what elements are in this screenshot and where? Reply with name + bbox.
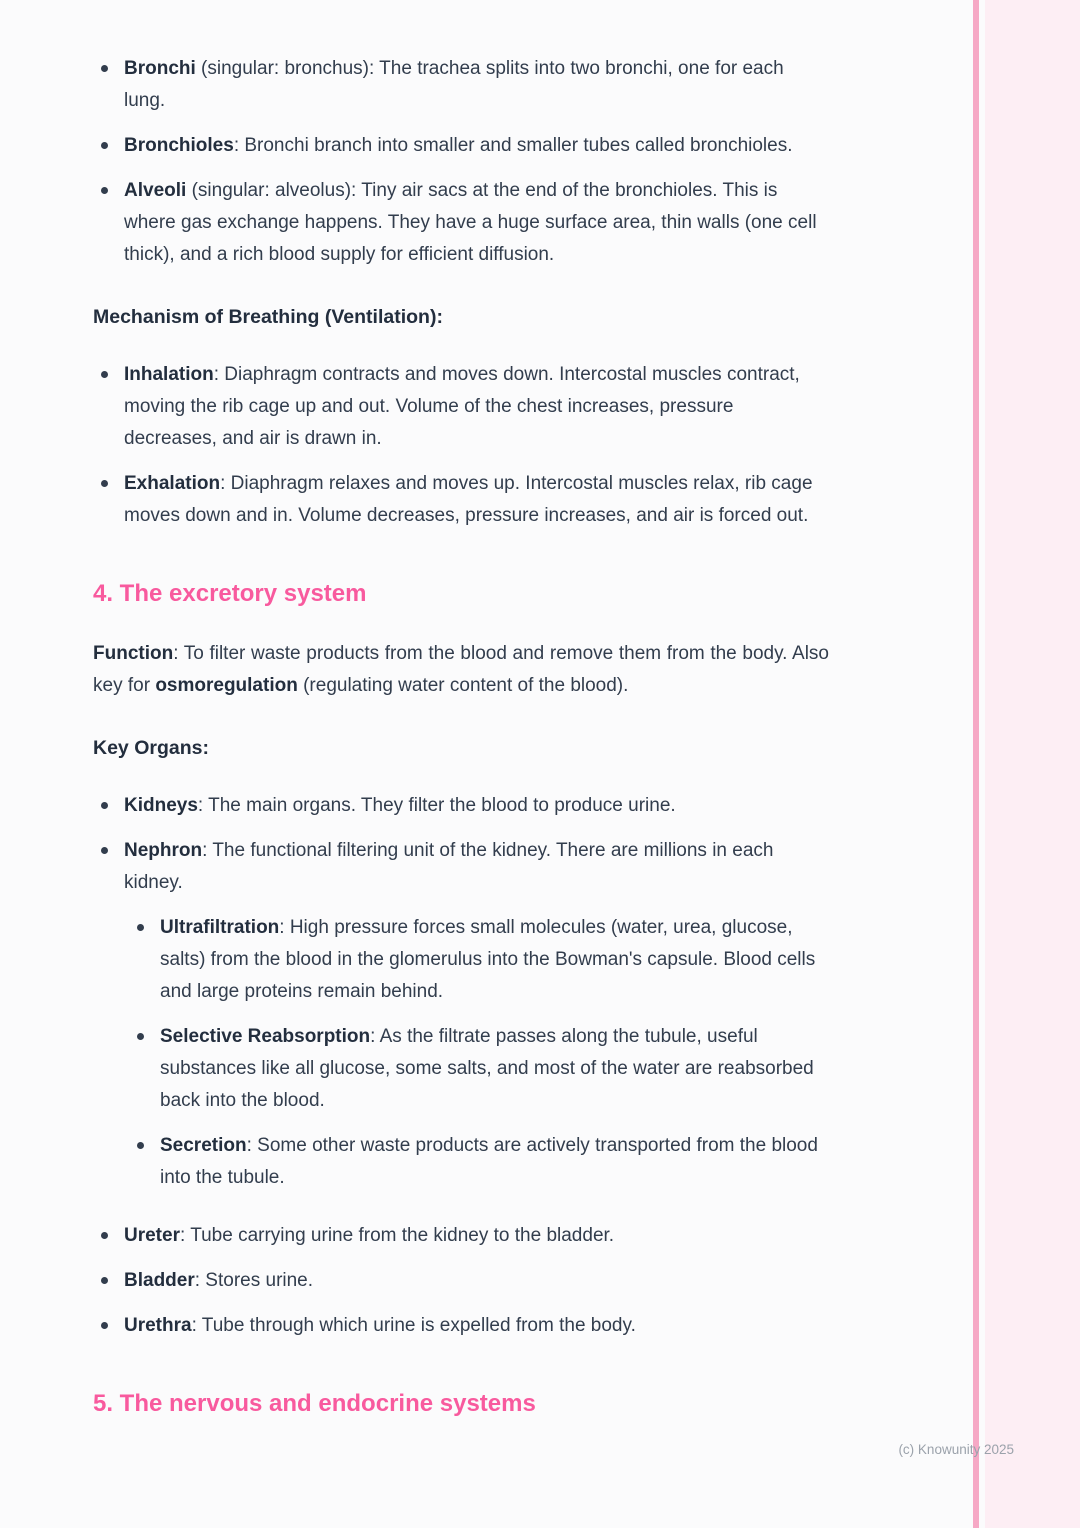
bullet-icon	[137, 1142, 144, 1149]
list-item-text	[124, 1265, 829, 1297]
list-item-text	[124, 53, 829, 117]
list-item-kidneys	[93, 790, 829, 822]
term-bronchi: Bronchi	[124, 58, 196, 79]
nephron-processes-list	[129, 912, 829, 1194]
bullet-icon	[101, 1322, 108, 1329]
bullet-icon	[101, 1277, 108, 1284]
term-secretion: Secretion	[160, 1135, 247, 1156]
list-item-bronchioles	[93, 130, 829, 162]
list-item-text	[124, 359, 829, 455]
bullet-icon	[101, 65, 108, 72]
list-item-ureter	[93, 1220, 829, 1252]
osmoregulation-term: osmoregulation	[155, 675, 298, 696]
list-item-text	[124, 790, 829, 822]
bullet-icon	[101, 187, 108, 194]
list-item-text	[124, 1220, 829, 1252]
term-selective-reabsorption: Selective Reabsorption	[160, 1026, 371, 1047]
bullet-icon	[101, 802, 108, 809]
term-ultrafiltration: Ultrafiltration	[160, 917, 280, 938]
term-alveoli: Alveoli	[124, 180, 187, 201]
term-urethra: Urethra	[124, 1315, 192, 1336]
definition-text: : Tube through which urine is expelled from the body.	[191, 1315, 636, 1336]
respiratory-structures-list	[93, 53, 829, 271]
bullet-icon	[101, 142, 108, 149]
term-kidneys: Kidneys	[124, 795, 198, 816]
bullet-icon	[101, 847, 108, 854]
list-item-text	[124, 175, 829, 271]
list-item-text	[124, 1310, 829, 1342]
term-bladder: Bladder	[124, 1270, 195, 1291]
definition-text: : Stores urine.	[194, 1270, 314, 1291]
definition-text: : Diaphragm contracts and moves down. Intercostal muscles contract, moving the rib cage up and out. Volume of the chest increases, pressure decreases, and air is drawn in.	[124, 364, 800, 449]
key-organs-list	[93, 790, 829, 1342]
watermark: (c) Knowunity 2025	[898, 1442, 1014, 1457]
list-item-exhalation	[93, 468, 829, 532]
definition-text: (singular: alveolus): Tiny air sacs at the end of the bronchioles. This is where gas exchange happens. They have a huge surface area, thin walls (one cell thick), and a rich blood supply for efficient diffusion.	[124, 180, 817, 265]
term-exhalation: Exhalation	[124, 473, 221, 494]
list-item-inhalation	[93, 359, 829, 455]
definition-text: : As the filtrate passes along the tubule, useful substances like all glucose, some salts, and most of the water are reabsorbed back into the blood.	[160, 1026, 814, 1111]
list-item-bronchi	[93, 53, 829, 117]
breathing-mechanism-heading: Mechanism of Breathing (Ventilation):	[93, 306, 443, 328]
term-ureter: Ureter	[124, 1225, 180, 1246]
list-item-bladder	[93, 1265, 829, 1297]
excretory-function-paragraph	[93, 638, 829, 702]
definition-text: : Diaphragm relaxes and moves up. Intercostal muscles relax, rib cage moves down and in. Volume decreases, pressure increases, and air is forced out.	[124, 473, 813, 526]
list-item-nephron	[93, 835, 829, 1207]
list-item-text	[160, 1130, 829, 1194]
function-text: : To filter waste products from the blood and remove them from the body. Also key for	[93, 643, 829, 696]
definition-text: : The main organs. They filter the blood to produce urine.	[197, 795, 676, 816]
list-item-text	[160, 1021, 829, 1117]
list-item-selective-reabsorption	[129, 1021, 829, 1117]
term-nephron: Nephron	[124, 840, 203, 861]
definition-text: : Tube carrying urine from the kidney to the bladder.	[179, 1225, 615, 1246]
definition-text: : High pressure forces small molecules (water, urea, glucose, salts) from the blood in the glomerulus into the Bowman's capsule. Blood cells and large proteins remain behind.	[160, 917, 816, 1002]
list-item-text	[124, 130, 829, 162]
definition-text: : The functional filtering unit of the kidney. There are millions in each kidney.	[124, 840, 774, 893]
list-item-ultrafiltration	[129, 912, 829, 1008]
definition-text: : Some other waste products are actively transported from the blood into the tubule.	[160, 1135, 818, 1188]
list-item-alveoli	[93, 175, 829, 271]
section-heading-excretory: 4. The excretory system	[93, 580, 367, 607]
section-heading-nervous-endocrine: 5. The nervous and endocrine systems	[93, 1390, 536, 1417]
list-item-urethra	[93, 1310, 829, 1342]
list-item-text	[160, 912, 829, 1008]
function-text: (regulating water content of the blood).	[297, 675, 629, 696]
list-item-secretion	[129, 1130, 829, 1194]
bullet-icon	[101, 371, 108, 378]
key-organs-heading: Key Organs:	[93, 737, 209, 759]
bullet-icon	[101, 480, 108, 487]
list-item-text	[124, 468, 829, 532]
breathing-mechanism-list	[93, 359, 829, 532]
definition-text: (singular: bronchus): The trachea splits into two bronchi, one for each lung.	[124, 58, 784, 111]
term-inhalation: Inhalation	[124, 364, 214, 385]
term-bronchioles: Bronchioles	[124, 135, 234, 156]
definition-text: : Bronchi branch into smaller and smaller tubes called bronchioles.	[233, 135, 793, 156]
bullet-icon	[101, 1232, 108, 1239]
function-label: Function	[93, 643, 174, 664]
bullet-icon	[137, 1033, 144, 1040]
bullet-icon	[137, 924, 144, 931]
list-item-text	[124, 835, 829, 1207]
